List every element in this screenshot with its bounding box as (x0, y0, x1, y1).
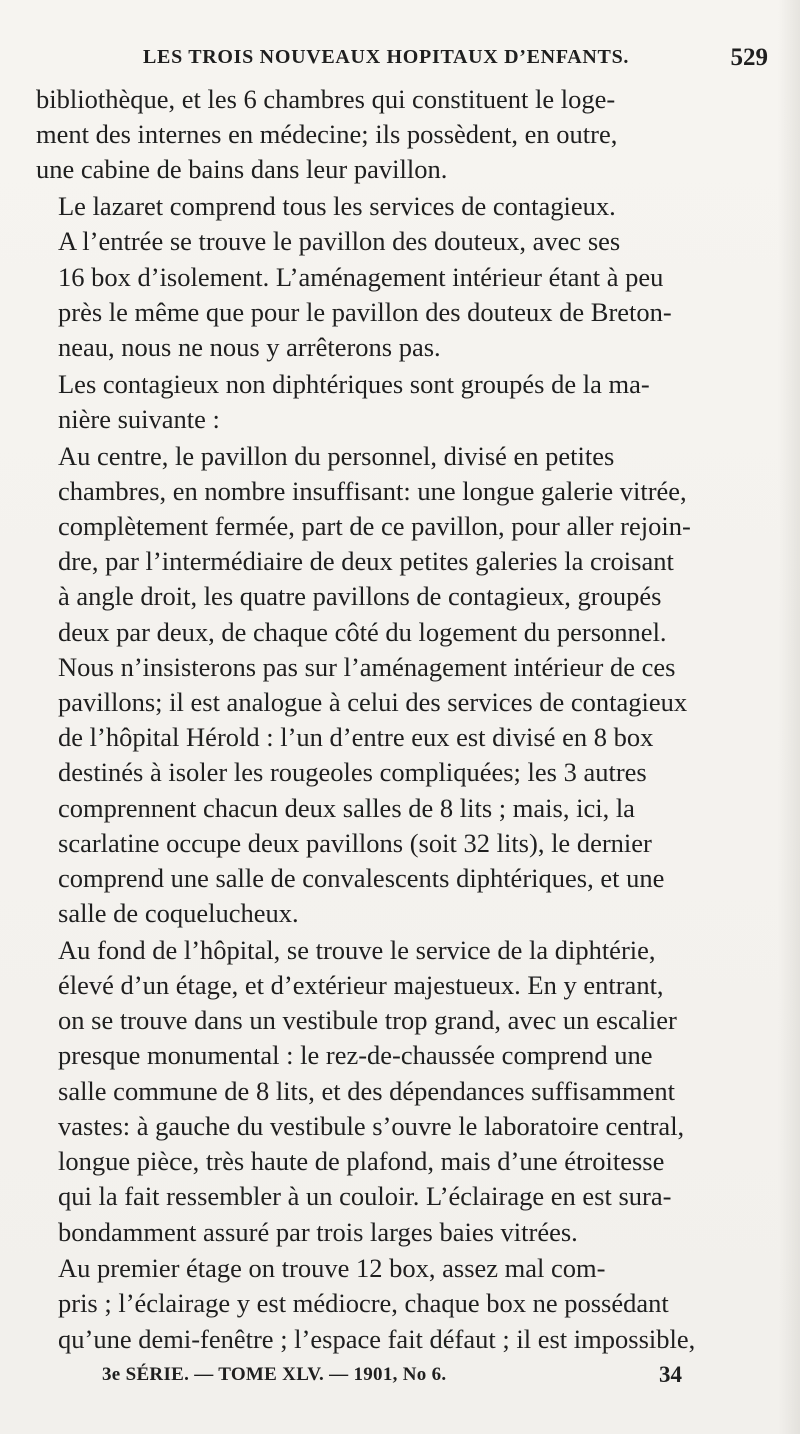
text-line: pavillons; il est analogue à celui des services de contagieux (58, 686, 688, 717)
text-line: élevé d’un étage, et d’extérieur majestueux. En y entrant, (58, 970, 664, 1001)
text-line: A l’entrée se trouve le pavillon des douteux, avec ses (58, 226, 621, 257)
text-line: 16 box d’isolement. L’aménagement intérieur étant à peu (58, 261, 664, 292)
series-line: 3e SÉRIE. — TOME XLV. — 1901, No 6. (102, 1364, 447, 1385)
paragraph-1 (36, 82, 774, 188)
text-line: destinés à isoler les rougeoles compliquées; les 3 autres (58, 757, 647, 788)
text-line: presque monumental : le rez-de-chaussée comprend une (58, 1040, 653, 1071)
running-title: LES TROIS NOUVEAUX HOPITAUX D’ENFANTS. (143, 46, 630, 68)
text-line: de l’hôpital Hérold : l’un d’entre eux est divisé en 8 box (58, 722, 654, 753)
signature-number: 34 (659, 1362, 682, 1387)
text-line: ment des internes en médecine; ils possèdent, en outre, (36, 119, 618, 150)
text-line: Les contagieux non diphtériques sont groupés de la ma- (58, 368, 650, 399)
text-line: dre, par l’intermédiaire de deux petites galeries la croisant (58, 546, 674, 577)
text-line: comprennent chacun deux salles de 8 lits ; mais, ici, la (58, 792, 635, 823)
text-line: qui la fait ressembler à un couloir. L’éclairage en est sura- (58, 1181, 672, 1212)
text-line: deux par deux, de chaque côté du logement du personnel. (58, 616, 667, 647)
text-line: chambres, en nombre insuffisant: une longue galerie vitrée, (58, 475, 687, 506)
text-line: longue pièce, très haute de plafond, mais d’une étroitesse (58, 1146, 665, 1177)
text-line: à angle droit, les quatre pavillons de contagieux, groupés (58, 581, 662, 612)
text-line: Au fond de l’hôpital, se trouve le service de la diphtérie, (58, 934, 656, 965)
text-line: Au premier étage on trouve 12 box, assez mal com- (58, 1253, 606, 1284)
body-text (36, 82, 774, 1358)
text-line: complètement fermée, part de ce pavillon, pour aller rejoin- (58, 510, 691, 541)
text-line: Le lazaret comprend tous les services de contagieux. (58, 191, 616, 222)
text-line: bibliothèque, et les 6 chambres qui constituent le loge- (36, 84, 616, 114)
text-line: pris ; l’éclairage y est médiocre, chaque box ne possédant (58, 1288, 669, 1319)
paragraph-4 (36, 439, 774, 932)
paragraph-6 (36, 1251, 774, 1357)
text-line: Nous n’insisterons pas sur l’aménagement intérieur de ces (58, 651, 676, 682)
running-head (0, 40, 800, 74)
page-edge-shadow (778, 0, 800, 1434)
text-line: nière suivante : (58, 403, 220, 434)
paragraph-3 (36, 367, 774, 437)
text-line: salle de coquelucheux. (58, 898, 299, 929)
page-number: 529 (730, 44, 768, 71)
text-line: près le même que pour le pavillon des douteux de Breton- (58, 296, 672, 327)
text-line: salle commune de 8 lits, et des dépendances suffisamment (58, 1075, 675, 1106)
text-line: on se trouve dans un vestibule trop grand, avec un escalier (58, 1005, 677, 1036)
page-footer (0, 1360, 800, 1390)
text-line: Au centre, le pavillon du personnel, divisé en petites (58, 440, 615, 471)
paragraph-5 (36, 933, 774, 1250)
text-line: scarlatine occupe deux pavillons (soit 32 lits), le dernier (58, 827, 652, 858)
text-line: vastes: à gauche du vestibule s’ouvre le laboratoire central, (58, 1110, 685, 1141)
text-line: qu’une demi-fenêtre ; l’espace fait défaut ; il est impossible, (58, 1323, 696, 1354)
text-line: une cabine de bains dans leur pavillon. (36, 154, 448, 185)
text-line: neau, nous ne nous y arrêterons pas. (58, 331, 441, 362)
paragraph-2 (36, 189, 774, 365)
text-line: comprend une salle de convalescents diphtériques, et une (58, 862, 665, 893)
text-line: bondamment assuré par trois larges baies vitrées. (58, 1216, 578, 1247)
